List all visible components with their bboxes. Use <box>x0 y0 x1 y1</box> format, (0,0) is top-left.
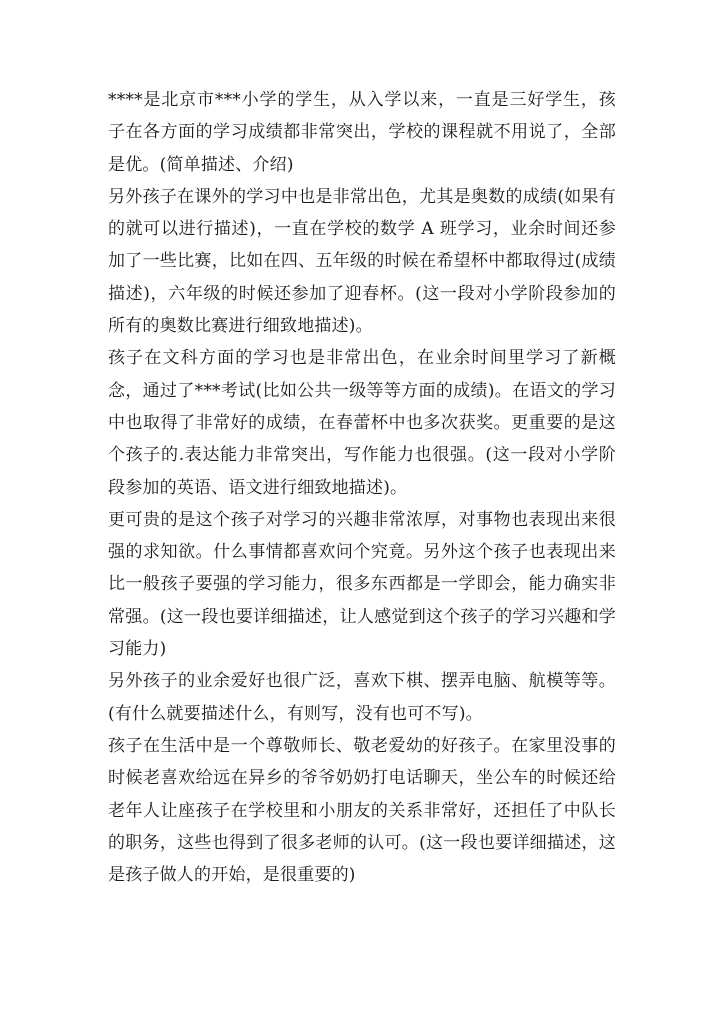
paragraph-hobbies: 另外孩子的业余爱好也很广泛，喜欢下棋、摆弄电脑、航模等等。(有什么就要描述什么，有则写，没有也可不写)。 <box>108 671 616 724</box>
paragraph-learning-interest: 更可贵的是这个孩子对学习的兴趣非常浓厚，对事物也表现出来很强的求知欲。什么事情都喜欢问个究竟。另外这个孩子也表现出来比一般孩子要强的学习能力，很多东西都是一学即会，能力确实非常强。(这一段也要详细描述，让人感觉到这个孩子的学习兴趣和学习能力) <box>108 509 616 660</box>
paragraph-liberal-arts: 孩子在文科方面的学习也是非常出色，在业余时间里学习了新概念，通过了***考试(比如公共一级等等方面的成绩)。在语文的学习中也取得了非常好的成绩，在春蕾杯中也多次获奖。更重要的是这个孩子的.表达能力非常突出，写作能力也很强。(这一段对小学阶段参加的英语、语文进行细致地描述)。 <box>108 348 616 498</box>
document-body <box>108 84 616 891</box>
paragraph-math: 另外孩子在课外的学习中也是非常出色，尤其是奥数的成绩(如果有的就可以进行描述)，一直在学校的数学 A 班学习，业余时间还参加了一些比赛，比如在四、五年级的时候在希望杯中都取得过(成绩描述)，六年级的时候还参加了迎春杯。(这一段对小学阶段参加的所有的奥数比赛进行细致地描述)。 <box>108 186 616 337</box>
paragraph-character: 孩子在生活中是一个尊敬师长、敬老爱幼的好孩子。在家里没事的时候老喜欢给远在异乡的爷爷奶奶打电话聊天，坐公车的时候还给老年人让座孩子在学校里和小朋友的关系非常好，还担任了中队长的职务，这些也得到了很多老师的认可。(这一段也要详细描述，这是孩子做人的开始，是很重要的) <box>108 735 616 886</box>
paragraph-intro: ****是北京市***小学的学生，从入学以来，一直是三好学生，孩子在各方面的学习成绩都非常突出，学校的课程就不用说了，全部是优。(简单描述、介绍) <box>108 90 616 175</box>
